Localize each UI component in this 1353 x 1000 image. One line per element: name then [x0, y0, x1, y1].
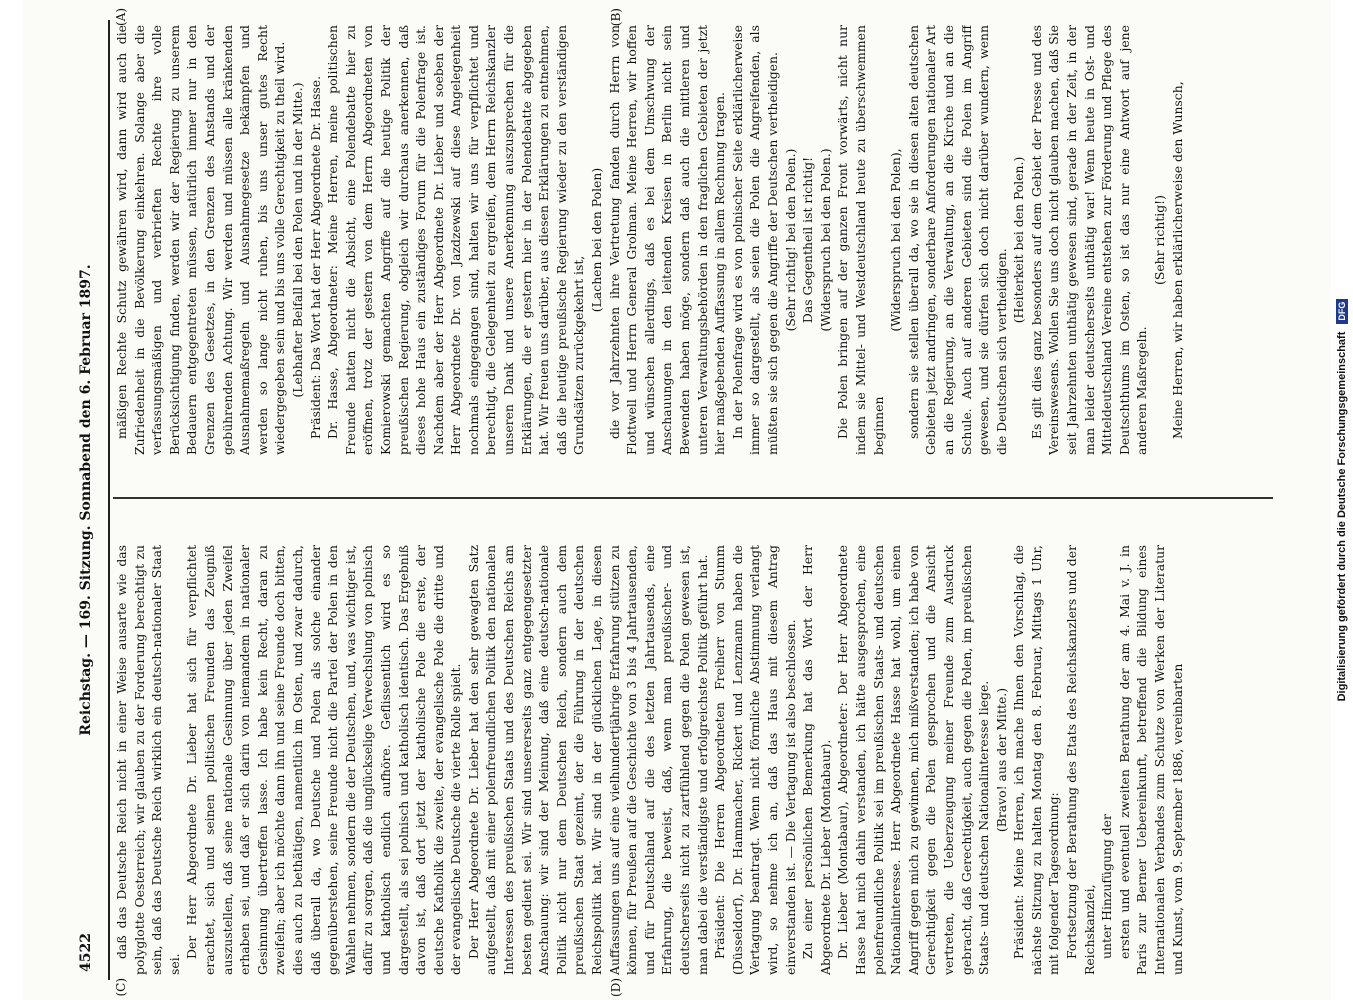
paragraph: Präsident: Das Wort hat der Herr Abgeordnete Dr. Hasse.: [307, 75, 323, 439]
paragraph: Der Herr Abgeordnete Dr. Lieber hat sich für verpflichtet erachtet, sich und seinen politischen Freunden das Zeugniß auszustellen, daß seine nationale Gesinnung über jeden Zweifel erhaben sei, und daß er sich darin von niemandem in nationaler Gesinnung übertreffen lasse. Ich habe kein Recht, daran zu zweifeln; aber ich möchte dann ihn und seine Freunde doch bitten, dies auch zu bethätigen, namentlich im Osten, und zwar dadurch, daß überall da, wo Deutsche und Polen als solche einander gegenüberstehen, seine Freunde nicht die Partei der Polen in den Wahlen nehmen, sondern die der Deutschen, und, was wichtiger ist, dafür zu sorgen, daß die unglückselige Verwechslung von polnisch und katholisch endlich aufhöre. Geflissentlich wird es so dargestellt, als sei polnisch und katholisch identisch. Das Ergebniß davon ist, daß dort jetzt der katholische Pole die erste, der deutsche Katholik die zweite, der evangelische Pole die dritte und der evangelische Deutsche die vierte Rolle spielt.: [184, 545, 464, 975]
paragraph: sondern sie stellen überall da, wo sie in diesen alten deutschen Gebieten jetzt andringen, sonderbare Anforderungen nationaler Art an die Regierung, an die Verwaltung, an die Kirche und an die Schule. Auch auf anderen Gebieten sind die Polen im Angriff gewesen, und sie dürfen sich doch nicht darüber wundern, wenn die Deutschen sich vertheidigen.: [905, 25, 1009, 455]
paragraph: (Widerspruch bei den Polen),: [888, 148, 904, 332]
paragraph: (Lebhafter Beifall bei den Polen und in der Mitte.): [289, 82, 305, 398]
paragraph: Präsident: Die Herren Abgeordneten Freiherr von Stumm (Düsseldorf), Dr. Hammacher, Rickert und Lenzmann haben die Vertagung beantragt. Wenn nicht förmliche Abstimmung verlangt wird, so nehme ich an, daß das Haus mit diesem Antrag einverstanden ist. — Die Vertagung ist also beschlossen.: [712, 545, 798, 975]
paragraph: Dr. Hasse, Abgeordneter: Meine Herren, meine politischen Freunde hatten nicht die Absicht, eine Polendebatte hier zu eröffnen, trotz der gestern von dem Herrn Abgeordneten von Komierowski gemachten Angriffe auf die heutige Politik der preußischen Regierung, obgleich wir durchaus anerkennen, daß dieses hohe Haus ein zuständiges Forum für die Polenfrage ist. Nachdem aber der Herr Abgeordnete Dr. Lieber und soeben der Herr Abgeordnete Dr. von Jazdzewski auf diese Angelegenheit nochmals eingegangen sind, halten wir uns für verpflichtet und berechtigt, die Gelegenheit zu ergreifen, dem Herrn Reichskanzler unseren Dank und unsere Anerkennung auszusprechen für die Erklärungen, die er gestern hier in der Polendebatte abgegeben hat. Wir freuen uns darüber, aus diesen Erklärungen zu entnehmen, daß die heutige preußische Regierung wieder zu den verständigen Grundsätzen zurückgekehrt ist,: [325, 25, 587, 455]
left-column: [113, 25, 1273, 455]
marker-d: (D): [609, 978, 623, 997]
paragraph: Dr. Lieber (Montabaur), Abgeordneter: Der Herr Abgeordnete Hasse hat mich dahin verstanden, ich hätte ausgesprochen, eine polenfreundliche Politik sei im preußischen Staats- und deutschen Nationalinteresse. Herr Abgeordnete Hasse hat wohl, um einen Angriff gegen mich zu gewinnen, mich mißverstanden; ich habe von Gerechtigkeit gegen die Polen gesprochen und die Ansicht vertreten, die Ueberzeugung meiner Freunde zum Ausdruck gebracht, daß Gerechtigkeit, auch gegen die Polen, im preußischen Staats- und deutschen Nationalinteresse liege.: [835, 545, 992, 975]
attribution-strip: [1331, 0, 1353, 1000]
paragraph: Präsident: Meine Herren, ich mache Ihnen den Vorschlag, die nächste Sitzung zu halten Montag den 8. Februar, Mittags 1 Uhr, mit folgender Tagesordnung:: [1011, 545, 1062, 975]
paragraph: die vor Jahrzehnten ihre Vertretung fanden durch Herrn von Flottwell und Herrn General Grolman. Meine Herren, wir hoffen und wünschen allerdings, daß es bei dem Umschwung der Anschauungen in den leitenden Kreisen in Berlin nicht sein Bewenden haben möge, sondern daß auch die mittleren und unteren Verwaltungsbehörden in den fraglichen Gebieten der jetzt hier maßgebenden Auffassung in allem Rechnung tragen.: [606, 25, 728, 455]
right-column: [113, 545, 1273, 975]
marker-a: (A): [114, 8, 128, 27]
page-number: 4522: [78, 933, 94, 972]
page-header: [69, 0, 103, 1000]
paragraph: Zu einer persönlichen Bemerkung hat das Wort der Herr Abgeordnete Dr. Lieber (Montabaur).: [800, 545, 833, 975]
paragraph: (Bravo! aus der Mitte.): [993, 687, 1009, 833]
paragraph: daß das Deutsche Reich nicht in einer Weise ausarte wie das polyglotte Oesterreich; wir glauben zu der Forderung berechtigt zu sein, daß das Deutsche Reich wirklich ein deutsch-nationaler Staat sei.: [114, 545, 182, 975]
paragraph: ersten und eventuell zweiten Berathung der am 4. Mai v. J. in Paris zur Berner Uebereinkunft, betreffend die Bildung eines Internationalen Verbandes zum Schutze von Werken der Literatur und Kunst, vom 9. September 1886, vereinbarten: [1116, 545, 1185, 975]
paragraph: Es gilt dies ganz besonders auf dem Gebiet der Presse und des Vereinswesens. Wollen Sie uns doch nicht glauben machen, daß Sie seit Jahrzehnten unthätig gewesen sind, gerade in der Zeit, in der man leider deutscherseits unthätig war! Wenn heute in Ost- und Mitteldeutschland Vereine entstehen zur Förderung und Pflege des Deutschthums im Osten, so ist das nur eine Antwort auf jene anderen Maßregeln.: [1028, 25, 1150, 455]
paragraph: (Heiterkeit bei den Polen.): [1011, 156, 1027, 324]
paragraph: (Sehr richtig!): [1152, 195, 1168, 285]
paragraph: Der Herr Abgeordnete Dr. Lieber hat den sehr gewagten Satz aufgestellt, daß mit einer polenfreundlichen Politik den nationalen Interessen des preußischen Staats und des Deutschen Reichs am besten gedient sei. Wir sind unsererseits ganz entgegengesetzter Anschauung: wir sind der Meinung, daß eine deutsch-nationale Politik nicht nur dem Deutschen Reich, sondern auch dem preußischen Staat gezeimt, der die Führung in der deutschen Reichspolitik hat. Wir sind in der glücklichen Lage, in diesen Auffassungen uns auf eine vielhundertjährige Erfahrung stützen zu können, für Preußen auf die Geschichte von 3 bis 4 Jahrtausenden, und für Deutschland auf die des letzten Jahrtausends, eine Erfahrung, die beweist, daß, wenn man preußischer- und deutscherseits nicht zu zartfühlend gegen die Polen gewesen ist, man dabei die verständigste und erfolgreichste Politik geführt hat.: [465, 545, 710, 975]
paragraph: Meine Herren, wir haben erklärlicherweise den Wunsch,: [1169, 81, 1185, 439]
dfg-logo: DFG: [1336, 299, 1348, 324]
paragraph: Die Polen bringen auf der ganzen Front vorwärts, nicht nur indem sie Mittel- und Westdeutschland heute zu überschwemmen beginnen: [835, 25, 886, 455]
paragraph: Fortsetzung der Berathung des Etats des Reichskanzlers und der Reichskanzlei,: [1064, 545, 1097, 975]
header-rule: [108, 20, 110, 980]
paragraph: mäßigen Rechte Schutz gewähren wird, dann wird auch die Zufriedenheit in die Bevölkerung einkehren. Solange aber die verfassungsmäßigen und verbrieften Rechte ihre volle Berücksichtigung finden, werden wir der Regierung zu unserem Bedauern entgegentreten müssen, natürlich immer nur in den Grenzen des Gesetzes, in den Grenzen des Anstands und der gebührenden Achtung. Wir werden und müssen alle kränkenden Ausnahmemaßregeln und Ausnahmegesetze bekämpfen und werden so lange nicht ruhen, bis uns unser gutes Recht wiedergegeben sein und bis uns volle Gerechtigkeit zu theil wird.: [114, 25, 288, 455]
attribution-text: Digitalisierung gefördert durch die Deutsche Forschungsgemeinschaft: [1336, 331, 1348, 702]
paragraph: Das Gegentheil ist richtig!: [800, 156, 816, 324]
marker-b: (B): [609, 8, 623, 27]
paragraph: In der Polenfrage wird es von polnischer Seite erklärlicherweise immer so dargestellt, als seien die Polen die Angreifenden, als müßten sie sich gegen die Angriffe der Deutschen vertheidigen.: [729, 25, 780, 455]
paragraph: (Lachen bei den Polen): [589, 167, 605, 313]
paragraph: unter Hinzufügung der: [1099, 814, 1115, 959]
paragraph: (Widerspruch bei den Polen.): [817, 148, 833, 332]
paragraph: (Sehr richtig! bei den Polen.): [782, 148, 798, 332]
running-title: Reichstag. — 169. Sitzung. Sonnabend den 6. Februar 1897.: [78, 264, 94, 736]
column-divider: [113, 497, 1273, 499]
marker-c: (C): [114, 978, 128, 997]
